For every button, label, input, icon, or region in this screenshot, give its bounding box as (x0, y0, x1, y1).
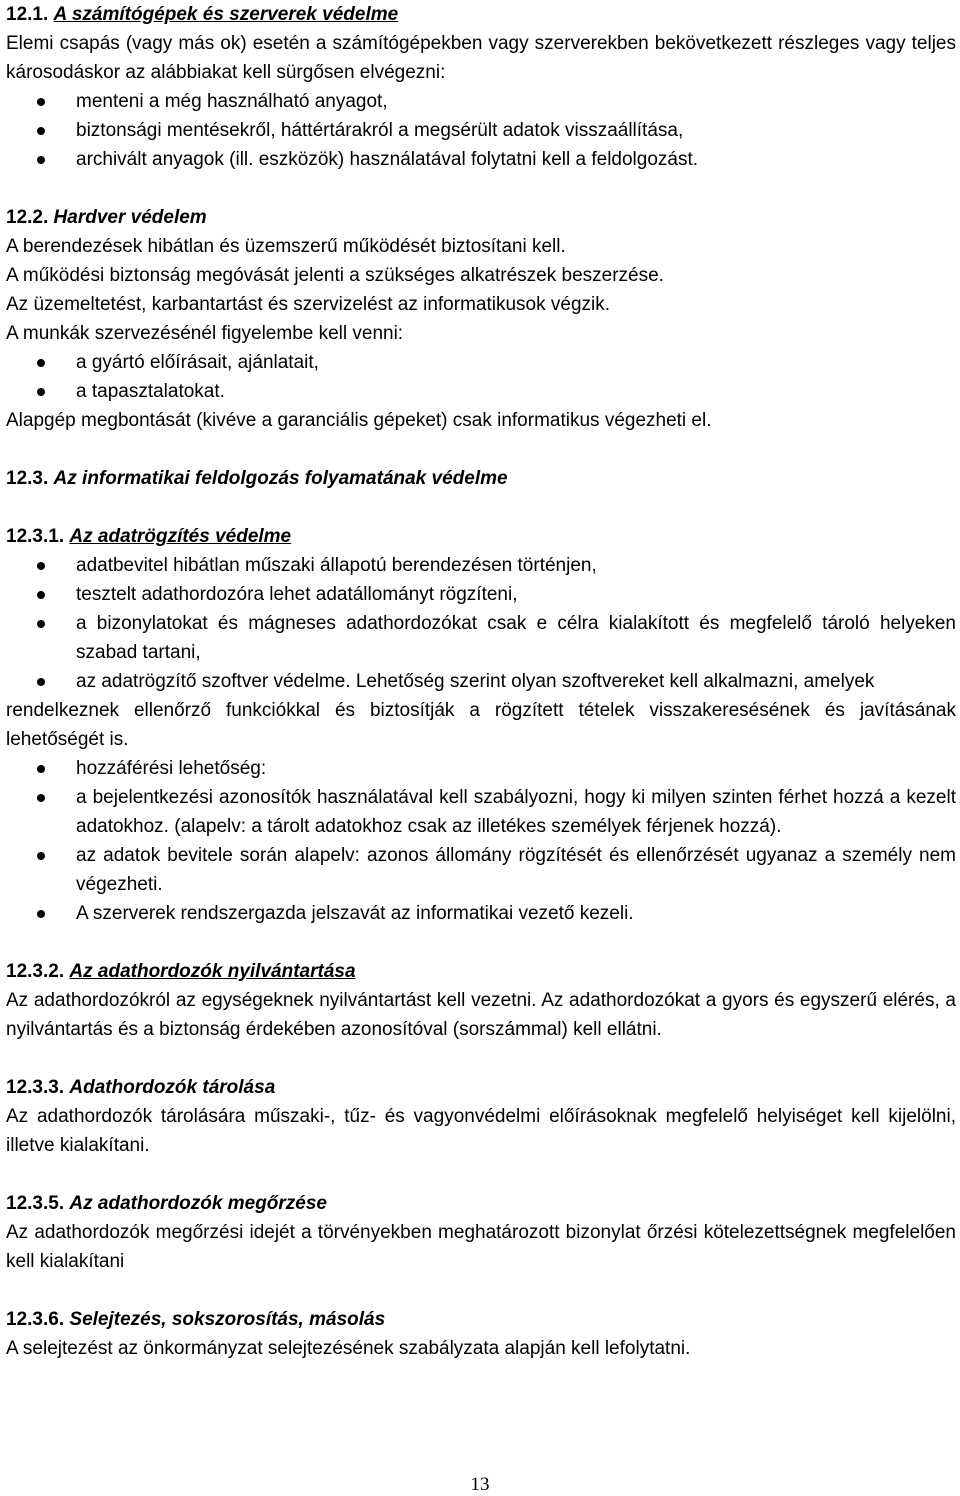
list-item: archivált anyagok (ill. eszközök) használatával folytatni kell a feldolgozást. (6, 145, 956, 174)
paragraph: A működési biztonság megóvását jelenti a szükséges alkatrészek beszerzése. (6, 265, 664, 286)
heading-title: Az adathordozók nyilvántartása (69, 961, 356, 982)
heading-12-3-3 (6, 1073, 956, 1102)
bullet-icon (37, 359, 45, 367)
heading-title: Az adatrögzítés védelme (69, 526, 292, 547)
paragraph: Elemi csapás (vagy más ok) esetén a számítógépekben vagy szerverekben bekövetkezett részleges vagy teljes károsodáskor az alábbiakat kell sürgősen elvégezni: (6, 33, 956, 83)
heading-number: 12.3.1. (6, 526, 65, 547)
heading-number: 12.3.5. (6, 1193, 65, 1214)
page-number: 13 (470, 1474, 490, 1495)
list-item: az adatrögzítő szoftver védelme. Lehetőség szerint olyan szoftvereket kell alkalmazni, amelyek (6, 667, 956, 696)
bullet-icon (37, 562, 45, 570)
bullet-list (6, 754, 956, 928)
list-item: biztonsági mentésekről, háttértárakról a megsérült adatok visszaállítása, (6, 116, 956, 145)
list-item: menteni a még használható anyagot, (6, 87, 956, 116)
paragraph: Az adathordozók tárolására műszaki-, tűz- és vagyonvédelmi előírásoknak megfelelő helyiséget kell kijelölni, illetve kialakítani. (6, 1106, 956, 1156)
paragraph: Az adathordozókról az egységeknek nyilvántartást kell vezetni. Az adathordozókat a gyors és egyszerű elérés, a nyilvántartás és a biztonság érdekében azonosítóval (sorszámmal) kell ellátni. (6, 990, 956, 1040)
heading-12-2 (6, 203, 956, 232)
list-item: a tapasztalatokat. (6, 377, 956, 406)
heading-12-3-5 (6, 1189, 956, 1218)
heading-number: 12.3.3. (6, 1077, 65, 1098)
list-item: a gyártó előírásait, ajánlatait, (6, 348, 956, 377)
bullet-icon (37, 127, 45, 135)
bullet-icon (37, 910, 45, 918)
heading-number: 12.2. (6, 207, 49, 228)
heading-title: Hardver védelem (53, 207, 207, 228)
paragraph: Az üzemeltetést, karbantartást és szervizelést az informatikusok végzik. (6, 294, 611, 315)
heading-12-3-6 (6, 1305, 956, 1334)
list-item: adatbevitel hibátlan műszaki állapotú berendezésen történjen, (6, 551, 956, 580)
bullet-icon (37, 388, 45, 396)
paragraph: rendelkeznek ellenőrző funkciókkal és biztosítják a rögzített tételek visszakeresésének és javításának lehetőségét is. (6, 700, 956, 750)
bullet-icon (37, 98, 45, 106)
list-item: A szerverek rendszergazda jelszavát az informatikai vezető kezeli. (6, 899, 956, 928)
heading-number: 12.3.2. (6, 961, 65, 982)
bullet-icon (37, 765, 45, 773)
paragraph: Az adathordozók megőrzési idejét a törvényekben meghatározott bizonylat őrzési kötelezettségnek megfelelően kell kialakítani (6, 1222, 956, 1272)
paragraph: A selejtezést az önkormányzat selejtezésének szabályzata alapján kell lefolytatni. (6, 1338, 691, 1359)
bullet-icon (37, 852, 45, 860)
list-item: tesztelt adathordozóra lehet adatállományt rögzíteni, (6, 580, 956, 609)
paragraph: A berendezések hibátlan és üzemszerű működését biztosítani kell. (6, 236, 566, 257)
bullet-icon (37, 591, 45, 599)
document-page (6, 0, 956, 1363)
paragraph: Alapgép megbontását (kivéve a garanciális gépeket) csak informatikus végezheti el. (6, 410, 712, 431)
bullet-icon (37, 620, 45, 628)
bullet-list (6, 348, 956, 406)
list-item: az adatok bevitele során alapelv: azonos állomány rögzítését és ellenőrzését ugyanaz a személy nem végezheti. (6, 841, 956, 899)
heading-title: Az informatikai feldolgozás folyamatának védelme (53, 468, 508, 489)
heading-title: Selejtezés, sokszorosítás, másolás (69, 1309, 386, 1330)
bullet-icon (37, 156, 45, 164)
heading-number: 12.3.6. (6, 1309, 65, 1330)
heading-title: A számítógépek és szerverek védelme (53, 4, 399, 25)
paragraph: A munkák szervezésénél figyelembe kell venni: (6, 323, 404, 344)
bullet-list (6, 87, 956, 174)
list-item: a bejelentkezési azonosítók használatával kell szabályozni, hogy ki milyen szinten férhet hozzá a kezelt adatokhoz. (alapelv: a tárolt adatokhoz csak az illetékes személyek férjenek hozzá). (6, 783, 956, 841)
bullet-list (6, 551, 956, 696)
heading-12-1 (6, 0, 956, 29)
list-item: hozzáférési lehetőség: (6, 754, 956, 783)
heading-12-3-1 (6, 522, 956, 551)
bullet-icon (37, 678, 45, 686)
heading-number: 12.1. (6, 4, 49, 25)
heading-number: 12.3. (6, 468, 49, 489)
heading-12-3-2 (6, 957, 956, 986)
list-item: a bizonylatokat és mágneses adathordozókat csak e célra kialakított és megfelelő tároló helyeken szabad tartani, (6, 609, 956, 667)
heading-title: Adathordozók tárolása (69, 1077, 276, 1098)
bullet-icon (37, 794, 45, 802)
heading-title: Az adathordozók megőrzése (69, 1193, 327, 1214)
heading-12-3 (6, 464, 956, 493)
